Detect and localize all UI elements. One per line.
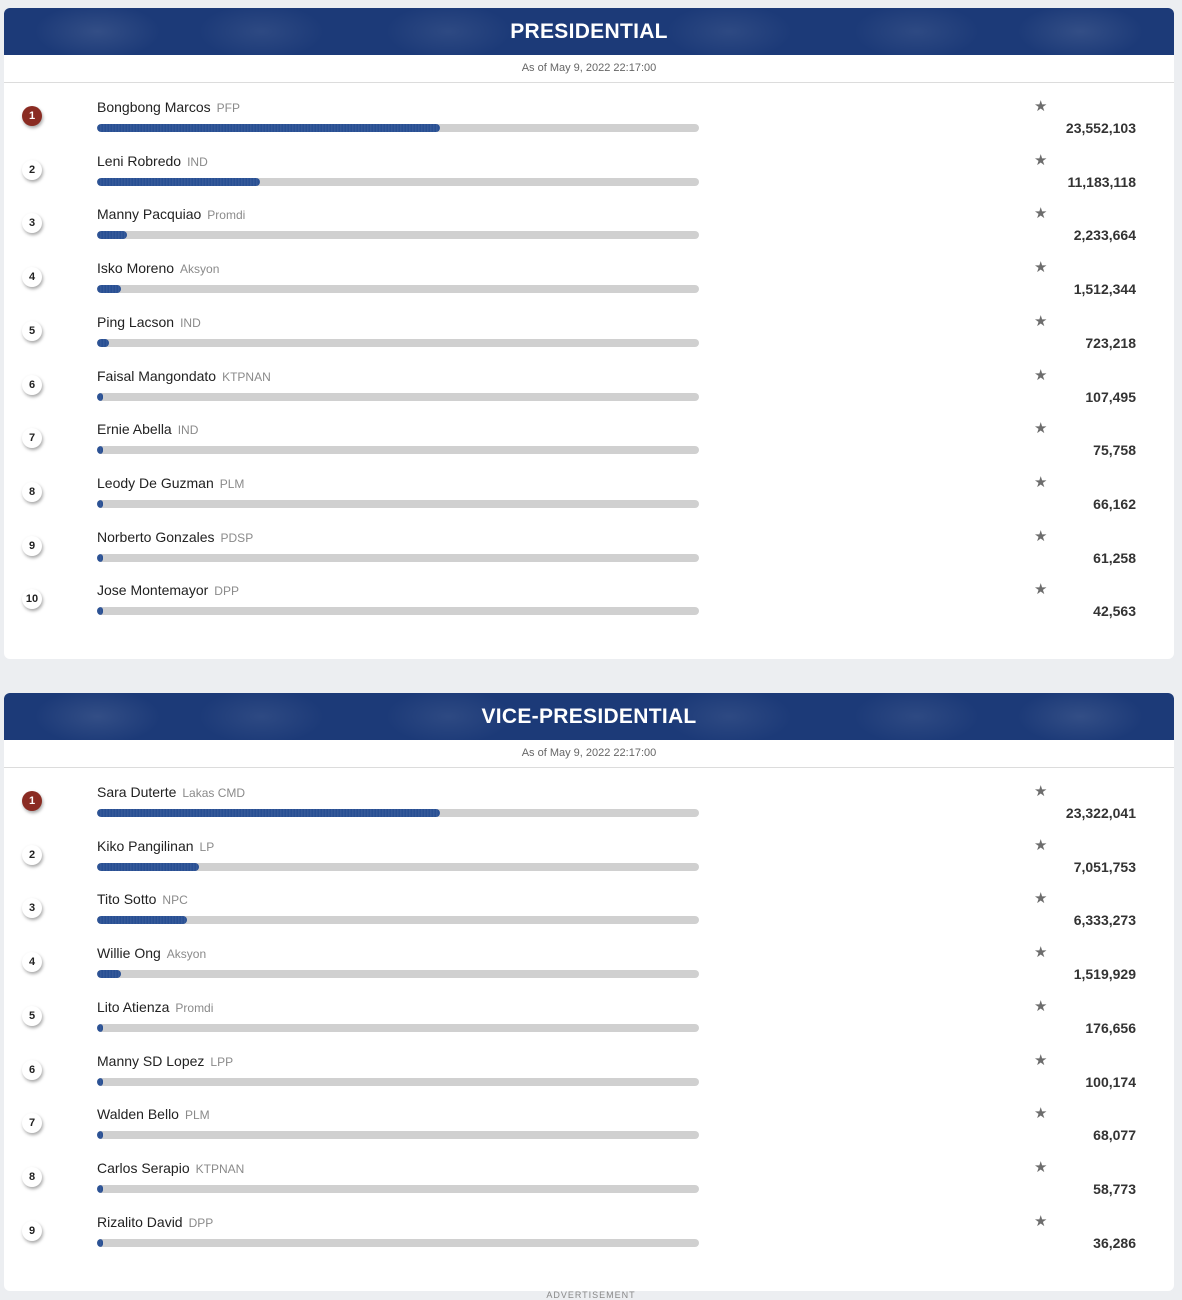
rank-badge: 3: [22, 213, 42, 233]
vote-count: 75,758: [1093, 442, 1136, 459]
candidate-name: Jose Montemayor: [97, 582, 209, 599]
candidate-name-line: [97, 421, 198, 437]
rank-badge: 6: [22, 375, 42, 395]
vote-share-fill: [97, 554, 103, 562]
vice-presidential-panel: [4, 693, 1174, 1291]
star-icon[interactable]: ★: [1034, 366, 1048, 384]
candidate-row: [4, 200, 1174, 254]
vote-share-fill: [97, 339, 109, 347]
party-label: Aksyon: [166, 947, 207, 962]
vote-count: 723,218: [1085, 334, 1136, 351]
vote-count: 6,333,273: [1073, 912, 1136, 929]
rank-badge: 4: [22, 267, 42, 287]
vote-share-bar: [97, 231, 699, 239]
candidate-row: [4, 362, 1174, 416]
vote-share-bar: [97, 1131, 699, 1139]
vote-share-fill: [97, 285, 121, 293]
vote-share-fill: [97, 1078, 103, 1086]
vote-count: 176,656: [1085, 1019, 1136, 1036]
vote-share-fill: [97, 863, 199, 871]
candidate-row: [4, 778, 1174, 832]
party-label: Promdi: [207, 208, 246, 223]
candidate-row: [4, 415, 1174, 469]
rank-badge: 5: [22, 321, 42, 341]
candidate-row: [4, 523, 1174, 577]
rank-badge: 1: [22, 791, 42, 811]
vote-share-fill: [97, 607, 103, 615]
candidate-name: Isko Moreno: [97, 260, 175, 277]
candidate-name-line: [97, 891, 188, 907]
star-icon[interactable]: ★: [1034, 420, 1048, 438]
candidate-name: Ping Lacson: [97, 313, 175, 330]
candidate-name: Walden Bello: [97, 1106, 179, 1123]
vote-share-bar: [97, 916, 699, 924]
vote-count: 36,286: [1093, 1234, 1136, 1251]
rank-badge: 2: [22, 845, 42, 865]
vote-share-fill: [97, 124, 440, 132]
vote-share-bar: [97, 285, 699, 293]
panel-title: PRESIDENTIAL: [510, 19, 668, 43]
vote-share-bar: [97, 178, 699, 186]
rank-badge: 7: [22, 428, 42, 448]
vote-count: 2,233,664: [1073, 227, 1136, 244]
rank-badge: 9: [22, 1221, 42, 1241]
party-label: IND: [177, 423, 199, 438]
star-icon[interactable]: ★: [1034, 783, 1048, 800]
vote-share-fill: [97, 178, 260, 186]
candidate-row: [4, 308, 1174, 362]
vote-share-fill: [97, 1024, 103, 1032]
candidate-name-line: [97, 475, 244, 491]
vote-share-bar: [97, 1239, 699, 1247]
star-icon[interactable]: ★: [1034, 151, 1048, 169]
star-icon[interactable]: ★: [1034, 259, 1048, 277]
party-label: IND: [180, 315, 201, 330]
star-icon[interactable]: ★: [1034, 1051, 1048, 1069]
candidate-row: [4, 885, 1174, 939]
party-label: KTPNAN: [195, 1161, 245, 1176]
party-label: DPP: [188, 1215, 214, 1230]
candidate-name: Ernie Abella: [97, 421, 172, 438]
star-icon[interactable]: ★: [1034, 997, 1048, 1015]
candidate-name: Leni Robredo: [97, 152, 182, 169]
party-label: LP: [199, 839, 215, 854]
vote-share-bar: [97, 554, 699, 562]
vote-count: 61,258: [1093, 549, 1136, 566]
party-label: KTPNAN: [222, 369, 271, 384]
candidate-name-line: [97, 99, 240, 115]
vote-count: 68,077: [1093, 1127, 1136, 1144]
vote-count: 66,162: [1093, 495, 1136, 512]
party-label: PDSP: [220, 530, 254, 545]
vote-share-fill: [97, 1131, 103, 1139]
candidate-name-line: [97, 945, 206, 961]
party-label: LPP: [210, 1054, 234, 1069]
candidate-row: [4, 1154, 1174, 1208]
candidate-name-line: [97, 1160, 244, 1176]
vote-share-bar: [97, 1078, 699, 1086]
candidate-row: [4, 93, 1174, 147]
candidate-name: Faisal Mangondato: [97, 367, 217, 384]
vote-share-bar: [97, 393, 699, 401]
party-label: PLM: [184, 1108, 210, 1123]
candidate-name-line: [97, 582, 239, 598]
star-icon[interactable]: ★: [1034, 473, 1048, 491]
vote-share-fill: [97, 231, 127, 239]
vote-count: 23,552,103: [1065, 120, 1136, 136]
rank-badge: 8: [22, 1167, 42, 1187]
vote-share-bar: [97, 500, 699, 508]
candidate-row: [4, 254, 1174, 308]
rank-badge: 10: [22, 589, 42, 609]
rank-badge: 1: [22, 106, 42, 126]
candidate-name-line: [97, 368, 271, 384]
star-icon[interactable]: ★: [1034, 98, 1048, 115]
party-label: Aksyon: [180, 262, 220, 277]
candidate-name-line: [97, 529, 253, 545]
party-label: IND: [187, 154, 208, 169]
vote-count: 100,174: [1085, 1073, 1136, 1090]
candidate-name: Carlos Serapio: [97, 1159, 190, 1176]
vote-share-fill: [97, 393, 103, 401]
star-icon[interactable]: ★: [1034, 944, 1048, 962]
candidate-name-line: [97, 1053, 233, 1069]
vote-share-fill: [97, 1185, 103, 1193]
candidate-row: [4, 939, 1174, 993]
star-icon[interactable]: ★: [1034, 1158, 1048, 1176]
vote-share-bar: [97, 446, 699, 454]
vote-count: 1,519,929: [1073, 966, 1136, 983]
candidate-row: [4, 576, 1174, 630]
candidate-name-line: [97, 784, 245, 800]
party-label: NPC: [162, 893, 188, 908]
vote-count: 23,322,041: [1065, 805, 1136, 821]
candidate-row: [4, 1047, 1174, 1101]
candidate-name: Norberto Gonzales: [97, 528, 215, 545]
candidate-name-line: [97, 838, 214, 854]
candidate-row: [4, 1208, 1174, 1262]
vote-share-fill: [97, 809, 440, 817]
candidate-name: Willie Ong: [97, 945, 161, 962]
party-label: Promdi: [175, 1000, 214, 1015]
rank-badge: 4: [22, 952, 42, 972]
vote-share-bar: [97, 124, 699, 132]
candidate-row: [4, 832, 1174, 886]
candidate-row: [4, 469, 1174, 523]
vote-share-bar: [97, 809, 699, 817]
party-label: DPP: [214, 584, 239, 599]
candidate-name-line: [97, 260, 219, 276]
candidate-name: Lito Atienza: [97, 998, 170, 1015]
candidate-name: Bongbong Marcos: [97, 99, 211, 115]
as-of-timestamp: As of May 9, 2022 22:17:00: [4, 55, 1174, 83]
rank-badge: 9: [22, 536, 42, 556]
vote-share-bar: [97, 339, 699, 347]
party-label: PLM: [219, 476, 245, 491]
vote-count: 1,512,344: [1073, 281, 1136, 298]
candidate-name-line: [97, 153, 208, 169]
rank-badge: 7: [22, 1113, 42, 1133]
candidate-name: Rizalito David: [97, 1213, 183, 1230]
star-icon[interactable]: ★: [1034, 836, 1048, 854]
panel-header: [4, 693, 1174, 740]
vote-share-bar: [97, 970, 699, 978]
candidate-name-line: [97, 999, 213, 1015]
candidate-name: Tito Sotto: [97, 891, 157, 908]
star-icon[interactable]: ★: [1034, 890, 1048, 908]
vote-count: 11,183,118: [1067, 173, 1136, 190]
candidate-name-line: [97, 1214, 213, 1230]
candidate-name-line: [97, 314, 201, 330]
candidate-name: Manny Pacquiao: [97, 206, 202, 223]
candidate-row: [4, 147, 1174, 201]
star-icon[interactable]: ★: [1034, 312, 1048, 330]
vote-share-fill: [97, 970, 121, 978]
star-icon[interactable]: ★: [1034, 1212, 1048, 1230]
panel-header: [4, 8, 1174, 55]
candidate-name: Kiko Pangilinan: [97, 837, 194, 854]
rank-badge: 5: [22, 1006, 42, 1026]
star-icon[interactable]: ★: [1034, 581, 1048, 599]
vote-count: 7,051,753: [1073, 858, 1136, 875]
party-label: Lakas CMD: [182, 786, 246, 800]
presidential-panel: [4, 8, 1174, 659]
candidate-name-line: [97, 206, 245, 222]
vote-share-fill: [97, 500, 103, 508]
vote-share-bar: [97, 863, 699, 871]
rank-badge: 6: [22, 1060, 42, 1080]
vote-count: 42,563: [1093, 603, 1136, 620]
vote-share-fill: [97, 446, 103, 454]
panel-title: VICE-PRESIDENTIAL: [481, 704, 697, 728]
candidate-row: [4, 993, 1174, 1047]
candidate-name: Manny SD Lopez: [97, 1052, 205, 1069]
star-icon[interactable]: ★: [1034, 205, 1048, 223]
vote-share-bar: [97, 1024, 699, 1032]
vote-share-fill: [97, 1239, 103, 1247]
vote-share-fill: [97, 916, 187, 924]
rank-badge: 8: [22, 482, 42, 502]
candidate-name-line: [97, 1106, 210, 1122]
star-icon[interactable]: ★: [1034, 527, 1048, 545]
candidate-row: [4, 1100, 1174, 1154]
rank-badge: 3: [22, 898, 42, 918]
party-label: PFP: [216, 101, 240, 115]
vote-share-bar: [97, 607, 699, 615]
vote-share-bar: [97, 1185, 699, 1193]
advertisement-label: ADVERTISEMENT: [546, 1290, 636, 1300]
star-icon[interactable]: ★: [1034, 1105, 1048, 1123]
as-of-timestamp: As of May 9, 2022 22:17:00: [4, 740, 1174, 768]
rank-badge: 2: [22, 160, 42, 180]
candidate-name: Sara Duterte: [97, 784, 177, 800]
vote-count: 107,495: [1085, 388, 1136, 405]
vote-count: 58,773: [1093, 1180, 1136, 1197]
candidate-name: Leody De Guzman: [97, 474, 214, 491]
